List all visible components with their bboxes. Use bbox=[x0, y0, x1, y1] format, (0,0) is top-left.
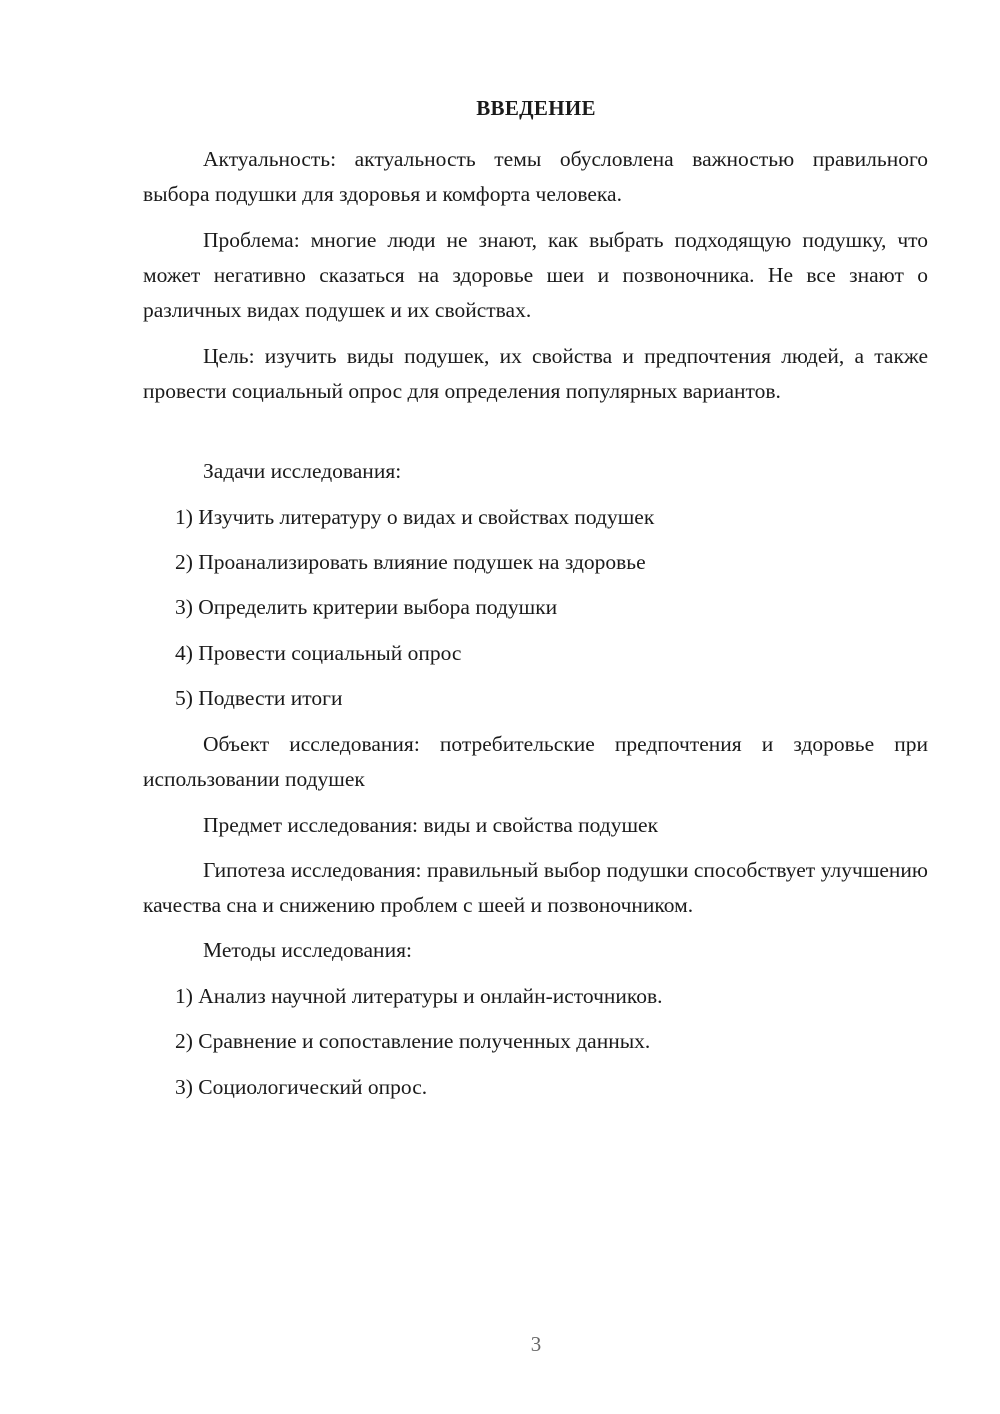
task-item-2: 2) Проанализировать влияние подушек на здоровье bbox=[175, 550, 646, 574]
methods-heading: Методы исследования: bbox=[203, 938, 412, 962]
object-text: Объект исследования: потребительские предпочтения и здоровье при использовании подушек bbox=[143, 732, 928, 791]
page-title: ВВЕДЕНИЕ bbox=[476, 96, 596, 120]
method-item-3: 3) Социологический опрос. bbox=[175, 1075, 428, 1099]
methods-heading-paragraph bbox=[143, 933, 928, 968]
goal-paragraph bbox=[143, 339, 928, 409]
task-item-1: 1) Изучить литературу о видах и свойствах подушек bbox=[175, 505, 655, 529]
method-item-2: 2) Сравнение и сопоставление полученных данных. bbox=[175, 1029, 651, 1053]
problem-paragraph bbox=[143, 223, 928, 328]
object-paragraph bbox=[143, 727, 928, 797]
tasks-heading: Задачи исследования: bbox=[203, 459, 402, 483]
hypothesis-paragraph bbox=[143, 853, 928, 923]
subject-text: Предмет исследования: виды и свойства подушек bbox=[203, 813, 659, 837]
task-item-4: 4) Провести социальный опрос bbox=[175, 641, 462, 665]
page-number: 3 bbox=[530, 1332, 542, 1356]
relevance-paragraph bbox=[143, 142, 928, 212]
method-item-1: 1) Анализ научной литературы и онлайн-источников. bbox=[175, 984, 663, 1008]
tasks-heading-paragraph bbox=[143, 454, 928, 489]
task-item-3: 3) Определить критерии выбора подушки bbox=[175, 595, 558, 619]
hypothesis-text: Гипотеза исследования: правильный выбор подушки способствует улучшению качества сна и снижению проблем с шеей и позвоночником. bbox=[143, 858, 928, 917]
task-item-5: 5) Подвести итоги bbox=[175, 686, 343, 710]
subject-paragraph bbox=[143, 808, 928, 843]
relevance-text: Актуальность: актуальность темы обусловлена важностью правильного выбора подушки для здоровья и комфорта человека. bbox=[143, 147, 928, 206]
goal-text: Цель: изучить виды подушек, их свойства и предпочтения людей, а также провести социальный опрос для определения популярных вариантов. bbox=[143, 344, 928, 403]
problem-text: Проблема: многие люди не знают, как выбрать подходящую подушку, что может негативно сказаться на здоровье шеи и позвоночника. Не все знают о различных видах подушек и их свойствах. bbox=[143, 228, 928, 322]
